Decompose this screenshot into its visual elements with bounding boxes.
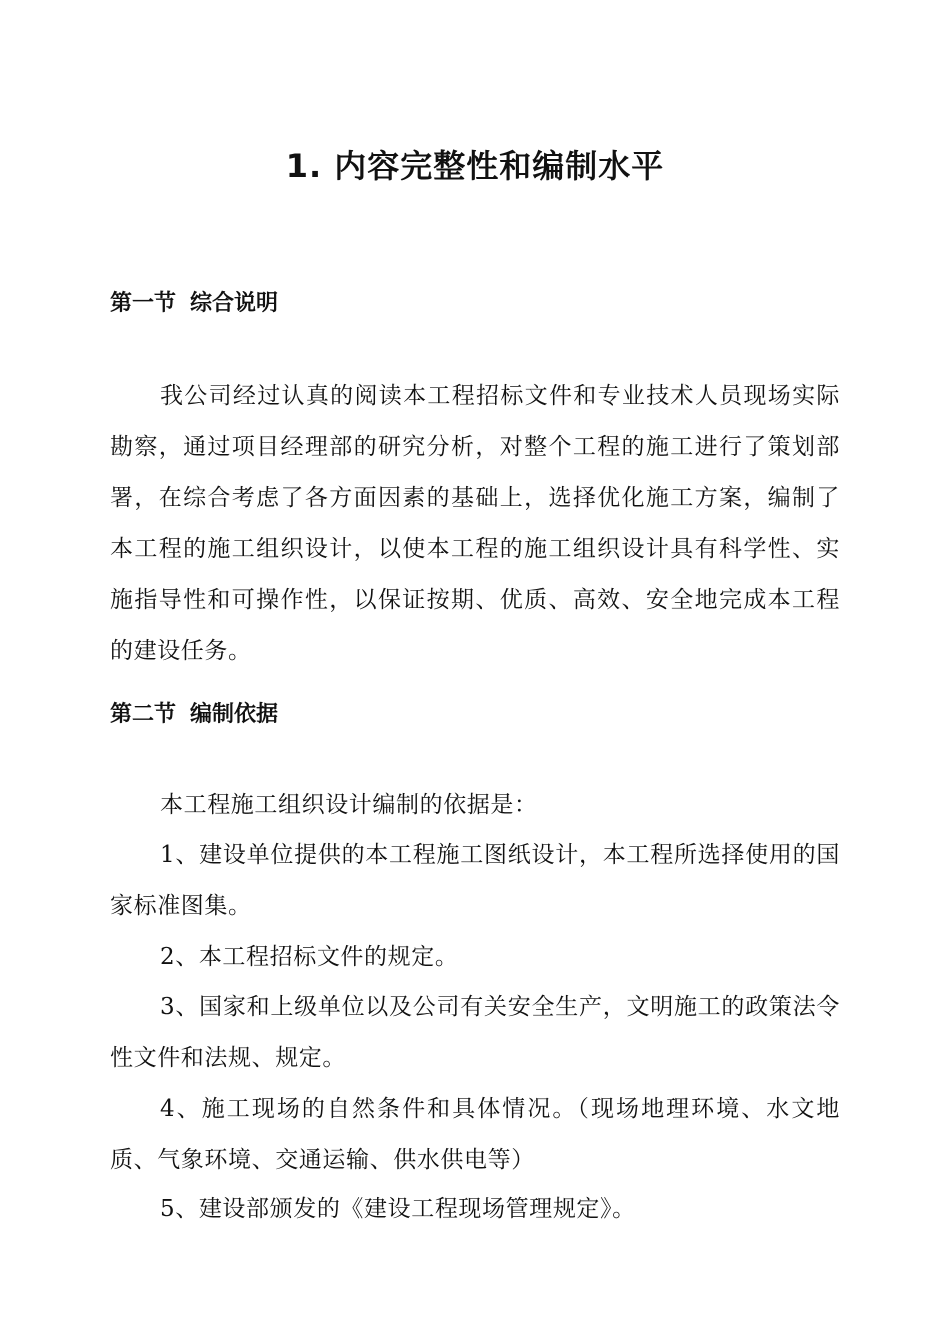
- section-title: 综合说明: [190, 291, 279, 316]
- section-number: 第二节: [110, 702, 177, 727]
- list-item-basis-4: 4、施工现场的自然条件和具体情况。（现场地理环境、水文地质、气象环境、交通运输、供水供电等）: [110, 1096, 840, 1173]
- section-heading-1: [110, 286, 278, 322]
- list-item-basis-5: 5、建设部颁发的《建设工程现场管理规定》。: [160, 1196, 636, 1222]
- list-item-basis-2: 2、本工程招标文件的规定。: [160, 944, 459, 970]
- section-heading-2: [110, 697, 278, 733]
- paragraph-overview: 我公司经过认真的阅读本工程招标文件和专业技术人员现场实际勘察，通过项目经理部的研究分析，对整个工程的施工进行了策划部署，在综合考虑了各方面因素的基础上，选择优化施工方案，编制了本工程的施工组织设计，以使本工程的施工组织设计具有科学性、实施指导性和可操作性，以保证按期、优质、高效、安全地完成本工程的建设任务。: [110, 383, 840, 664]
- section-number: 第一节: [110, 291, 177, 316]
- section-title: 编制依据: [190, 702, 279, 727]
- list-item-basis-1: 1、建设单位提供的本工程施工图纸设计，本工程所选择使用的国家标准图集。: [110, 842, 840, 919]
- paragraph-basis-intro: 本工程施工组织设计编制的依据是：: [160, 792, 538, 818]
- document-title: 1. 内容完整性和编制水平: [285, 147, 665, 185]
- list-item-basis-3: 3、国家和上级单位以及公司有关安全生产，文明施工的政策法令性文件和法规、规定。: [110, 994, 840, 1071]
